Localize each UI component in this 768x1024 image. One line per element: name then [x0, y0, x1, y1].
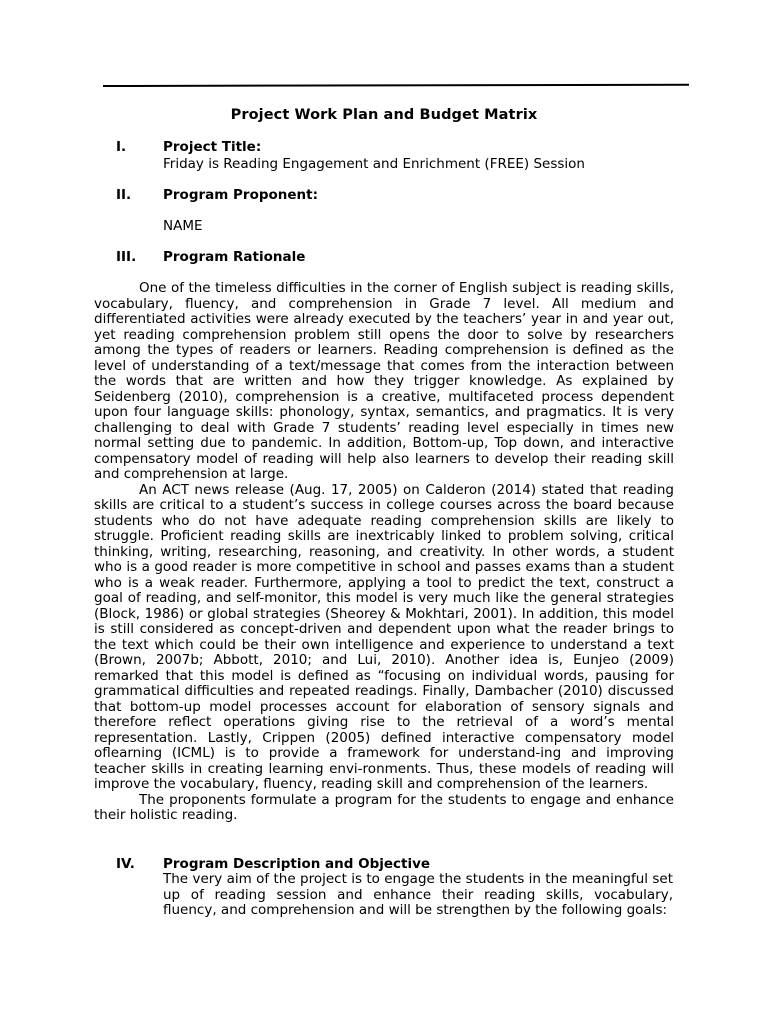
section-heading-description: Program Description and Objective	[163, 856, 431, 872]
rationale-paragraph: An ACT news release (Aug. 17, 2005) on Calderon (2014) stated that reading skills are critical to a student’s success in college courses across the board because students who do not have adequate reading comprehension skills are likely to struggle. Proficient reading skills are inextricably linked to problem solving, critical thinking, writing, researching, reasoning, and creativity. In other words, a student who is a good reader is more competitive in school and passes exams than a student who is a weak reader. Furthermore, applying a tool to predict the text, construct a goal of reading, and self-monitor, this model is very much like the general strategies (Block, 1986) or global strategies (Sheorey & Mokhtari, 2001). In addition, this model is still considered as concept-driven and dependent upon what the reader brings to the text which could be their own intelligence and experience to understand a text (Brown, 2007b; Abbott, 2010; and Lui, 2010). Another idea is, Eunjeo (2009) remarked that this model is defined as “focusing on individual words, pausing for grammatical difficulties and repeated readings. Finally, Dambacher (2010) discussed that bottom-up model processes account for elaboration of sensory signals and therefore reflect operations giving rise to the retrieval of a word’s mental representation. Lastly, Crippen (2005) defined interactive compensatory model oflearning (ICML) is to provide a framework for understand-ing and improving teacher skills in creating learning envi-ronments. Thus, these models of reading will improve the vocabulary, fluency, reading skill and comprehension of the learners.	[94, 481, 674, 792]
section-heading-proponent: Program Proponent:	[163, 187, 319, 203]
section-heading-rationale: Program Rationale	[163, 249, 306, 265]
proponent-value: NAME	[163, 218, 203, 234]
rationale-paragraph: One of the timeless difficulties in the corner of English subject is reading skills, vocabulary, fluency, and comprehension in Grade 7 level. All medium and differentiated activities were already executed by the teachers’ year in and year out, yet reading comprehension problem still opens the door to solve by researchers among the types of readers or learners. Reading comprehension is defined as the level of understanding of a text/message that comes from the interaction between the words that are written and how they trigger knowledge. As explained by Seidenberg (2010), comprehension is a creative, multifaceted process dependent upon four language skills: phonology, syntax, semantics, and pragmatics. It is very challenging to deal with Grade 7 students’ reading level especially in times new normal setting due to pandemic. In addition, Bottom-up, Top down, and interactive compensatory model of reading will help also learners to develop their reading skill and comprehension at large.	[94, 280, 674, 482]
section-heading-project-title: Project Title:	[163, 139, 262, 155]
description-body	[163, 872, 673, 919]
rationale-paragraph: The proponents formulate a program for the students to engage and enhance their holistic reading.	[94, 791, 674, 823]
section-number-rationale: III.	[116, 249, 137, 265]
project-title-value: Friday is Reading Engagement and Enrichment (FREE) Session	[163, 156, 585, 172]
section-number-project-title: I.	[116, 139, 127, 155]
section-number-proponent: II.	[116, 187, 132, 203]
rationale-body	[94, 281, 674, 824]
description-paragraph: The very aim of the project is to engage the students in the meaningful set up of reading session and enhance their reading skills, vocabulary, fluency, and comprehension and will be strengthen by the following goals:	[163, 871, 673, 918]
header-rule	[103, 84, 689, 87]
document-title: Project Work Plan and Budget Matrix	[230, 107, 538, 123]
section-number-description: IV.	[116, 856, 135, 872]
